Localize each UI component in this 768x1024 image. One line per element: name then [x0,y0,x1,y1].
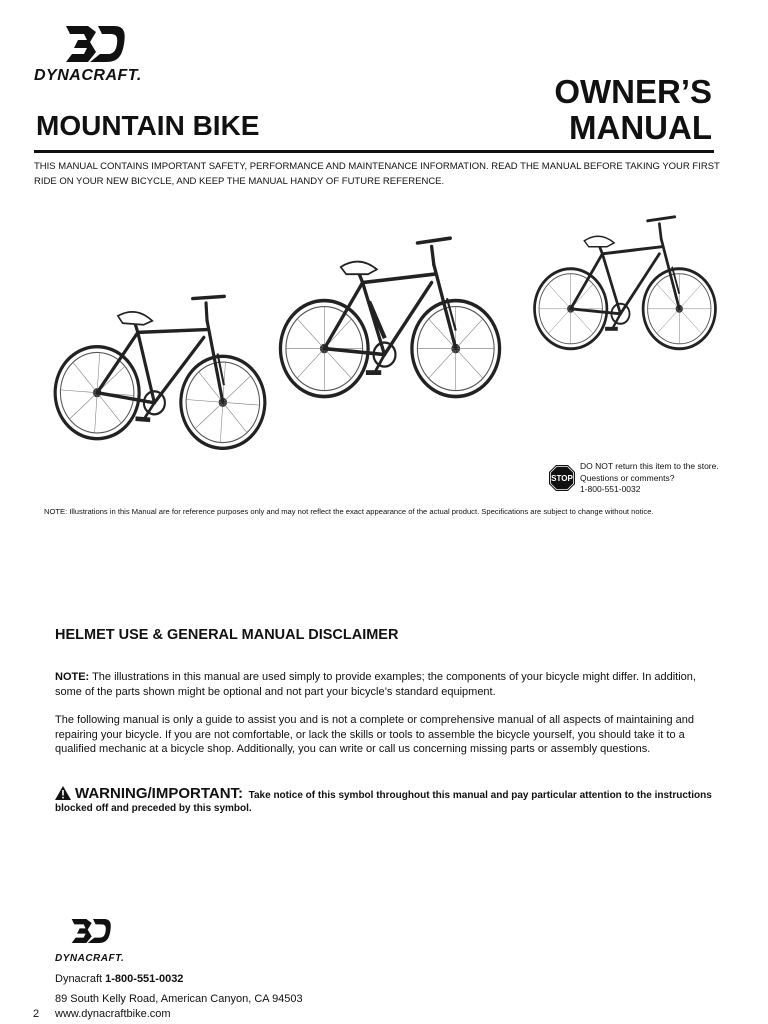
stop-sign-text: STOP [551,474,573,483]
warning-block [55,786,720,815]
footer-dynacraft-logo [55,916,135,964]
footer-3d-logo-icon [69,916,113,946]
dynacraft-wordmark: DYNACRAFT. [34,67,142,84]
intro-paragraph: THIS MANUAL CONTAINS IMPORTANT SAFETY, PERFORMANCE AND MAINTENANCE INFORMATION. READ THE MANUAL BEFORE TAKING YOUR FIRST RIDE ON YOUR NEW BICYCLE, AND KEEP THE MANUAL HANDY OF FUTURE REFERENCE. [34,161,720,187]
footer-address: 89 South Kelly Road, American Canyon, CA 94503 [55,993,303,1005]
stop-notice-line-1: DO NOT return this item to the store. [580,461,719,471]
title-line-1: OWNER’S [554,73,712,110]
dynacraft-logo [34,22,154,92]
note-text: The illustrations in this manual are used simply to provide examples; the components of your bicycle might differ. In addition, some of the parts shown might be optional and not part your bicycle’s standard equipment. [55,671,696,698]
footer-company: Dynacraft [55,973,106,985]
warning-label: WARNING/IMPORTANT: [75,785,244,802]
dynacraft-3d-logo-icon [62,22,128,66]
stop-sign-icon [548,464,576,492]
note-label: NOTE: [55,671,90,683]
footer-website-link[interactable]: www.dynacraftbike.com [55,1008,171,1020]
bicycle-full-suspension-icon [270,215,510,430]
owners-manual-title [554,74,712,146]
page-number: 2 [33,1008,40,1020]
bicycle-hardtail-icon [50,280,270,485]
stop-notice-line-2: Questions or comments? [580,472,675,483]
product-title: MOUNTAIN BIKE [36,110,260,141]
warning-triangle-icon [55,786,71,800]
stop-notice [580,461,719,496]
guide-paragraph: The following manual is only a guide to assist you and is not a complete or comprehensive manual of all aspects of maintaining and repairing your bicycle. If you are not comfortable, or lack the skills or tools to assemble the bicycle yourself, you should take it to a qualified mechanic at a bicycle shop. Additionally, you can write or call us concerning missing parts or assembly questions. [55,714,694,755]
section-heading: HELMET USE & GENERAL MANUAL DISCLAIMER [55,627,399,643]
bicycle-kids-icon [525,200,725,370]
title-line-2: MANUAL [569,109,712,146]
footer-phone: 1-800-551-0032 [105,973,184,985]
warning-text: Take notice of this symbol throughout this manual and pay particular attention to the instructions blocked off and preceded by this symbol. [55,790,712,814]
footer-contact [55,973,183,985]
illustration-disclaimer: NOTE: Illustrations in this Manual are for reference purposes only and may not reflect the exact appearance of the actual product. Specifications are subject to change without notice. [44,507,654,516]
note-paragraph [55,670,720,699]
footer-wordmark: DYNACRAFT. [55,953,125,964]
stop-notice-phone: 1-800-551-0032 [580,484,641,494]
title-divider [34,150,714,153]
